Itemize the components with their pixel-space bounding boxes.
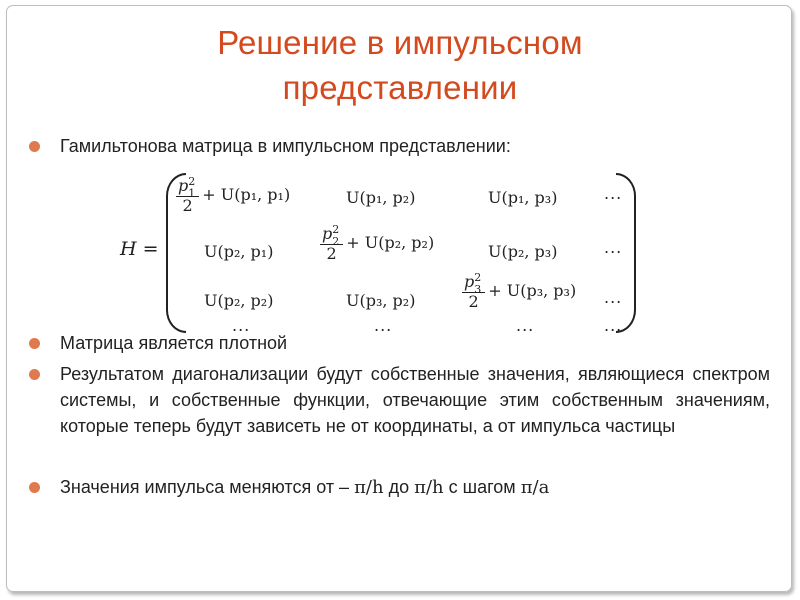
- bullet-text: Матрица является плотной: [60, 333, 288, 353]
- bullet-text: Результатом диагонализации будут собственные значения, являющиеся спектром системы, и собственные функции, отвечающие этим собственным значениям, которые теперь будут зависеть не от координаты, а от импульса частицы: [60, 364, 770, 436]
- plus-sign: +: [346, 233, 360, 252]
- fraction-denominator: 2: [468, 292, 479, 311]
- matrix-ellipsis: ...: [604, 316, 623, 335]
- bullet-text: Значения импульса меняются от –: [60, 477, 350, 497]
- bullet-dot-icon: [29, 482, 40, 493]
- bullet-text-step: с шагом: [448, 477, 516, 497]
- matrix-cell-r2c3: U(p₂, p₃): [488, 242, 558, 261]
- bullet-diagonalization: [60, 361, 770, 439]
- matrix-ellipsis: ...: [604, 238, 623, 257]
- matrix-cell-r2c2: [320, 224, 434, 263]
- matrix-cell-r3c1: U(p₂, p₂): [204, 291, 274, 310]
- bullet-dot-icon: [29, 141, 40, 152]
- matrix-ellipsis: ...: [516, 316, 535, 335]
- momentum-min: π/h: [354, 477, 384, 498]
- fraction-denominator: 2: [182, 196, 193, 215]
- bullet-text: Гамильтонова матрица в импульсном представлении:: [60, 136, 511, 156]
- plus-sign: +: [488, 281, 502, 300]
- momentum-max: π/h: [414, 477, 444, 498]
- kinetic-fraction: p 2 1 2: [176, 176, 199, 215]
- bullet-dot-icon: [29, 369, 40, 380]
- matrix-ellipsis: ...: [232, 316, 251, 335]
- bullet-text-to: до: [388, 477, 410, 497]
- matrix-lhs: [120, 238, 159, 260]
- matrix-cell-r3c3: [462, 272, 576, 311]
- bullet-dot-icon: [29, 338, 40, 349]
- kinetic-fraction: p 2 2 2: [320, 224, 343, 263]
- title-line-2: представлении: [282, 69, 518, 106]
- hamiltonian-matrix: [120, 168, 660, 338]
- matrix-lhs-symbol: H: [120, 238, 137, 260]
- title-line-1: Решение в импульсном: [217, 24, 583, 61]
- matrix-cell-r3c2: U(p₃, p₂): [346, 291, 416, 310]
- plus-sign: +: [202, 185, 216, 204]
- matrix-cell-r2c1: U(p₂, p₁): [204, 242, 274, 261]
- matrix-equals: =: [142, 238, 159, 260]
- kinetic-fraction: p 2 3 2: [462, 272, 485, 311]
- slide-title: [60, 20, 740, 110]
- matrix-cell-r1c3: U(p₁, p₃): [488, 188, 558, 207]
- fraction-denominator: 2: [326, 244, 337, 263]
- potential-term: U(p₃, p₃): [506, 281, 577, 300]
- matrix-cell-r1c1: [176, 176, 290, 215]
- momentum-step: π/a: [520, 477, 550, 498]
- matrix-ellipsis: ...: [604, 184, 623, 203]
- bullet-momentum-range: [60, 474, 770, 501]
- potential-term: U(p₂, p₂): [364, 233, 435, 252]
- bullet-hamiltonian: [60, 133, 770, 159]
- matrix-ellipsis: ...: [604, 288, 623, 307]
- matrix-ellipsis: ...: [374, 316, 393, 335]
- potential-term: U(p₁, p₁): [220, 185, 291, 204]
- matrix-cell-r1c2: U(p₁, p₂): [346, 188, 416, 207]
- bullet-dense-matrix: [60, 330, 770, 356]
